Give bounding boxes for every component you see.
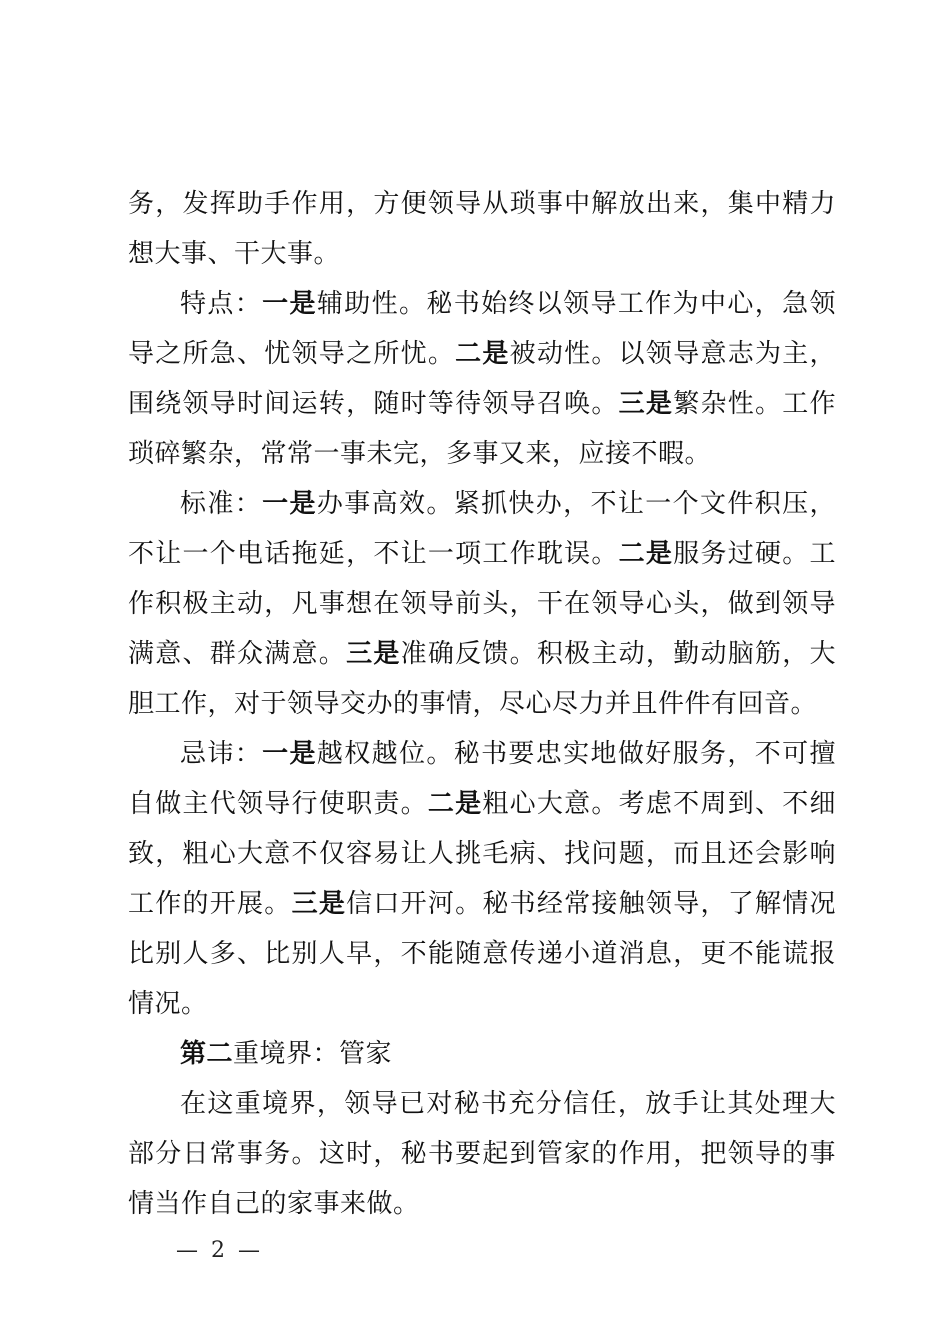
text-segment: 特点：	[180, 289, 263, 319]
text-segment: 准确反馈。积极主动，勤动脑筋，大胆工作，对于领导交办的事情，尽心尽力并且件件有回音。	[128, 639, 836, 719]
text-segment: 忌讳：	[180, 739, 263, 769]
paragraph	[128, 729, 836, 1029]
bold-text-segment: 二是	[618, 539, 674, 569]
text-segment: 服务过硬。工作积极主动，凡事想在领导前头，干在领导心头，做到领导满意、群众满意。	[128, 539, 836, 669]
text-segment: 标准：	[180, 489, 263, 519]
bold-text-segment: 三是	[291, 889, 347, 919]
text-segment: 务，发挥助手作用，方便领导从琐事中解放出来，集中精力想大事、干大事。	[128, 189, 836, 269]
bold-text-segment: 二是	[455, 339, 510, 369]
text-segment: 在这重境界，领导已对秘书充分信任，放手让其处理大部分日常事务。这时，秘书要起到管家的作用，把领导的事情当作自己的家事来做。	[128, 1089, 836, 1219]
text-segment: 信口开河。秘书经常接触领导，了解情况比别人多、比别人早，不能随意传递小道消息，更不能谎报情况。	[128, 889, 836, 1019]
text-segment: 越权越位。秘书要忠实地做好服务，不可擅自做主代领导行使职责。	[128, 739, 836, 819]
bold-text-segment: 二是	[427, 789, 483, 819]
bold-text-segment: 一是	[262, 489, 317, 519]
bold-text-segment: 一是	[262, 289, 317, 319]
bold-text-segment: 一是	[262, 739, 317, 769]
bold-text-segment: 三是	[618, 389, 674, 419]
text-segment: 粗心大意。考虑不周到、不细致，粗心大意不仅容易让人挑毛病、找问题，而且还会影响工作的开展。	[128, 789, 836, 919]
bold-text-segment: 三是	[346, 639, 401, 669]
text-segment: 重境界：管家	[233, 1039, 393, 1069]
paragraph	[128, 279, 836, 479]
paragraph	[128, 479, 836, 729]
page-number: — 2 —	[176, 1238, 263, 1263]
text-segment: 辅助性。秘书始终以领导工作为中心，急领导之所急、忧领导之所忧。	[128, 289, 836, 369]
paragraph	[128, 1079, 836, 1229]
text-segment: 办事高效。紧抓快办，不让一个文件积压，不让一个电话拖延，不让一项工作耽误。	[128, 489, 836, 569]
paragraph	[128, 1029, 836, 1079]
body-text	[128, 179, 836, 1229]
text-segment: 繁杂性。工作琐碎繁杂，常常一事未完，多事又来，应接不暇。	[128, 389, 836, 469]
bold-text-segment: 第二	[180, 1039, 234, 1069]
text-segment: 被动性。以领导意志为主，围绕领导时间运转，随时等待领导召唤。	[128, 339, 836, 419]
paragraph	[128, 179, 836, 279]
